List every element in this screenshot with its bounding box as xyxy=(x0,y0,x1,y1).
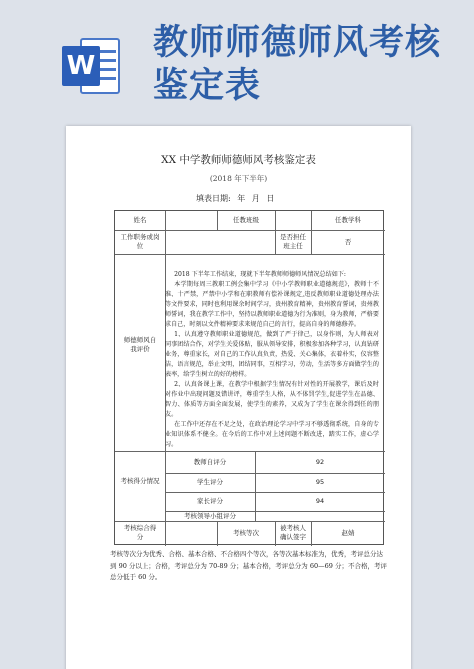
self-evaluation-text xyxy=(165,270,379,450)
head-teacher-value: 否 xyxy=(344,238,352,246)
sign-label: 被考核人确认签字 xyxy=(280,524,306,541)
name-label: 姓名 xyxy=(133,216,147,224)
eval-paragraph: 本学期每周三教职工例会集中学习《中小学教师职业道德规范》，教师十不准、十严禁，严禁中小学和在职教师有偿补课规定,违反教师职业道德处理办法等文件要求，同时也利用课余时间学习，贵州教育精神，贵州教育誓词，贵州教师誓词，我在教学工作中，坚持以教师职业道德为行为准则，身为教师，严格要求自己，时刻以文件精神要求来规范自己的言行，提高自身的师德修养。 xyxy=(165,281,379,328)
parent-score-label: 家长评分 xyxy=(197,497,223,505)
student-score-value: 95 xyxy=(315,478,325,486)
document-page xyxy=(66,126,411,669)
leader-score-label: 考核领导小组评分 xyxy=(184,512,236,520)
evaluation-form-table xyxy=(114,210,384,545)
banner-title-line1: 教师师德师风考核 xyxy=(153,23,442,63)
document-subtitle: (2018 年下半年) xyxy=(209,174,268,183)
score-section-label: 考核得分情况 xyxy=(120,477,160,485)
grade-label: 考核等次 xyxy=(233,529,259,537)
banner-title xyxy=(153,22,453,108)
self-score-value: 92 xyxy=(315,458,325,466)
self-score-label: 教师自评分 xyxy=(193,458,227,466)
self-evaluation-label: 师德师风自我评价 xyxy=(123,336,157,353)
head-teacher-label: 是否担任班主任 xyxy=(280,233,306,250)
word-logo: W xyxy=(62,46,100,86)
eval-paragraph: 2018 下半年工作结束，现就下半年教师师德师风情况总结如下: xyxy=(174,271,346,278)
grading-footnote: 考核等次分为优秀、合格、基本合格、不合格四个等次，各等次基本标准为，优秀，考评总分达到 90 分以上；合格，考评总分为 70-89 分；基本合格，考评总分为 60—69 分；不合格，考评总分低于 60 分。 xyxy=(110,550,387,581)
subject-label: 任教学科 xyxy=(335,216,361,224)
sign-value: 赵婧 xyxy=(341,529,355,537)
word-document-icon xyxy=(62,38,122,94)
duty-label: 工作职务或岗位 xyxy=(120,233,160,250)
parent-score-value: 94 xyxy=(315,497,325,505)
class-label: 任教班级 xyxy=(233,216,259,224)
student-score-label: 学生评分 xyxy=(197,478,223,486)
eval-paragraph: 1、认真遵守教师职业道德规范，做到了严于律己，以身作则，为人师表对同事团结合作，对学生关爱体贴，服从领导安排，积极参加各种学习，认真钻研业务，尊重家长，对自己的工作认真负责，热爱、关心集体，衣着朴实，仪容整洁，语言规范，举止文明，团结同事，互相学习，劳动，生活等多方面做学生的表率，给学生树立的好的榜样。 xyxy=(165,331,379,378)
fill-date: 填表日期: 年 月 日 xyxy=(196,194,275,203)
header-banner xyxy=(0,0,474,118)
eval-paragraph: 2、认真备课上课，在教学中根据学生情况有针对性的开展教学，课后及时对作业中出现问题及错讲评，尊重学生人格，从不体罚学生,促进学生在品德、智力、体质等方面全面发展，使学生的素养，又成为了学生在课余得到任的朋友。 xyxy=(165,381,379,418)
document-title: XX 中学教师师德师风考核鉴定表 xyxy=(161,154,316,166)
banner-title-line2: 鉴定表 xyxy=(153,66,262,106)
eval-paragraph: 在工作中还存在不足之处，在政治理论学习中学习不够透彻系统，自身的专业知识体系不健全。在今后的工作中对上述问题不断改进，踏实工作，虚心学习。 xyxy=(165,421,379,448)
total-score-label: 考核综合得分 xyxy=(123,524,157,541)
